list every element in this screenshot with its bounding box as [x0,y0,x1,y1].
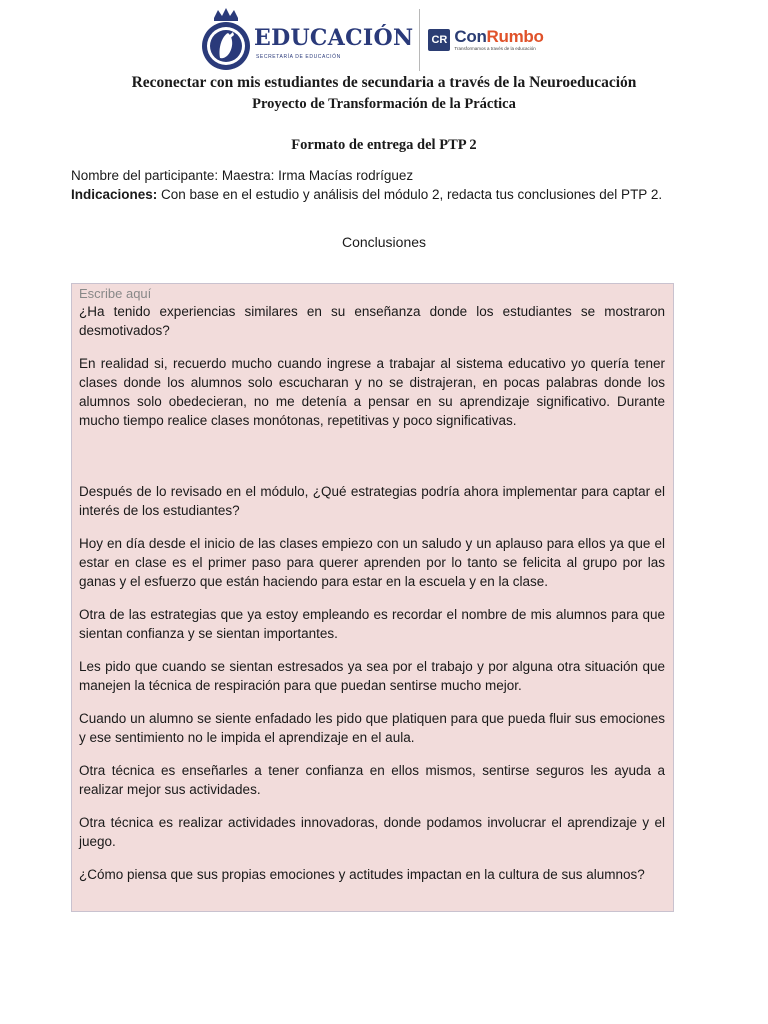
logo-divider [419,9,420,71]
document-title: Reconectar con mis estudiantes de secundaria a través de la Neuroeducación [131,74,637,91]
document-subtitle: Proyecto de Transformación de la Práctica [252,96,516,112]
answer-paragraph-strategy-breathing: Les pido que cuando se sientan estresados ya sea por el trabajo y por alguna otra situación que manejen la técnica de respiración para que puedan sentirse mucho mejor. [79,659,665,693]
conrumbo-word-rumbo: Rumbo [486,27,544,46]
answer-paragraph-question-3: ¿Cómo piensa que sus propias emociones y actitudes impactan en la cultura de sus alumnos? [79,867,645,882]
conrumbo-tagline: Transformamos a través de la educación [454,46,536,51]
answer-paragraph-strategy-games: Otra técnica es realizar actividades innovadoras, donde podamos involucrar el aprendizaje y el juego. [79,815,665,849]
answer-paragraph-question-2: Después de lo revisado en el módulo, ¿Qué estrategias podría ahora implementar para captar el interés de los estudiantes? [79,484,665,518]
answer-paragraph-strategy-greeting: Hoy en día desde el inicio de las clases empiezo con un saludo y un aplauso para ellos ya que el estar en clase es el primer paso para querer aprenden por lo tanto se felicita al grupo por las ganas y el esfuerzo que están haciendo para estar en la escuela y en la clase. [79,536,665,589]
answer-paragraph-question-1: ¿Ha tenido experiencias similares en su enseñanza donde los estudiantes se mostraron desmotivados? [79,304,665,338]
instructions-label: Indicaciones: [71,187,158,202]
answer-paragraph-response-1: En realidad si, recuerdo mucho cuando ingrese a trabajar al sistema educativo yo quería tener clases donde los alumnos solo escucharan y no se distrajeran, en pocas palabras donde los alumnos solo obedecieran, no me detenía a pensar en su aprendizaje significativo. Durante mucho tiempo realice clases monótonas, repetitivas y poco significativas. [79,356,665,428]
education-logo-subtext: SECRETARÍA DE EDUCACIÓN [256,54,341,60]
participant-name: Nombre del participante: Maestra: Irma Macías rodríguez [71,168,414,183]
conclusions-heading: Conclusiones [341,234,427,250]
form-title: Formato de entrega del PTP 2 [291,137,477,153]
conrumbo-logo [454,27,543,51]
conrumbo-wordmark [454,27,543,46]
answer-paragraph-strategy-confidence: Otra técnica es enseñarles a tener confianza en ellos mismos, sentirse seguros les ayuda a realizar mejor sus actividades. [79,763,665,797]
answer-paragraph-strategy-names: Otra de las estrategias que ya estoy empleando es recordar el nombre de mis alumnos para que sientan confianza y se sientan importantes. [79,607,665,641]
answer-placeholder: Escribe aquí [79,286,152,301]
education-logo-text: EDUCACIÓN [254,25,414,51]
conrumbo-mark-text: CR [431,34,448,46]
conrumbo-mark-icon [428,29,450,51]
instructions [71,187,662,202]
conclusions-text-area[interactable] [71,283,674,912]
education-seal-icon [200,6,252,74]
header-logos [200,4,544,76]
conrumbo-word-con: Con [454,27,487,46]
instructions-text: Con base en el estudio y análisis del módulo 2, redacta tus conclusiones del PTP 2. [157,187,663,202]
answer-paragraph-strategy-talk: Cuando un alumno se siente enfadado les pido que platiquen para que pueda fluir sus emociones y ese sentimiento no le impida el aprendizaje en el aula. [79,711,665,745]
